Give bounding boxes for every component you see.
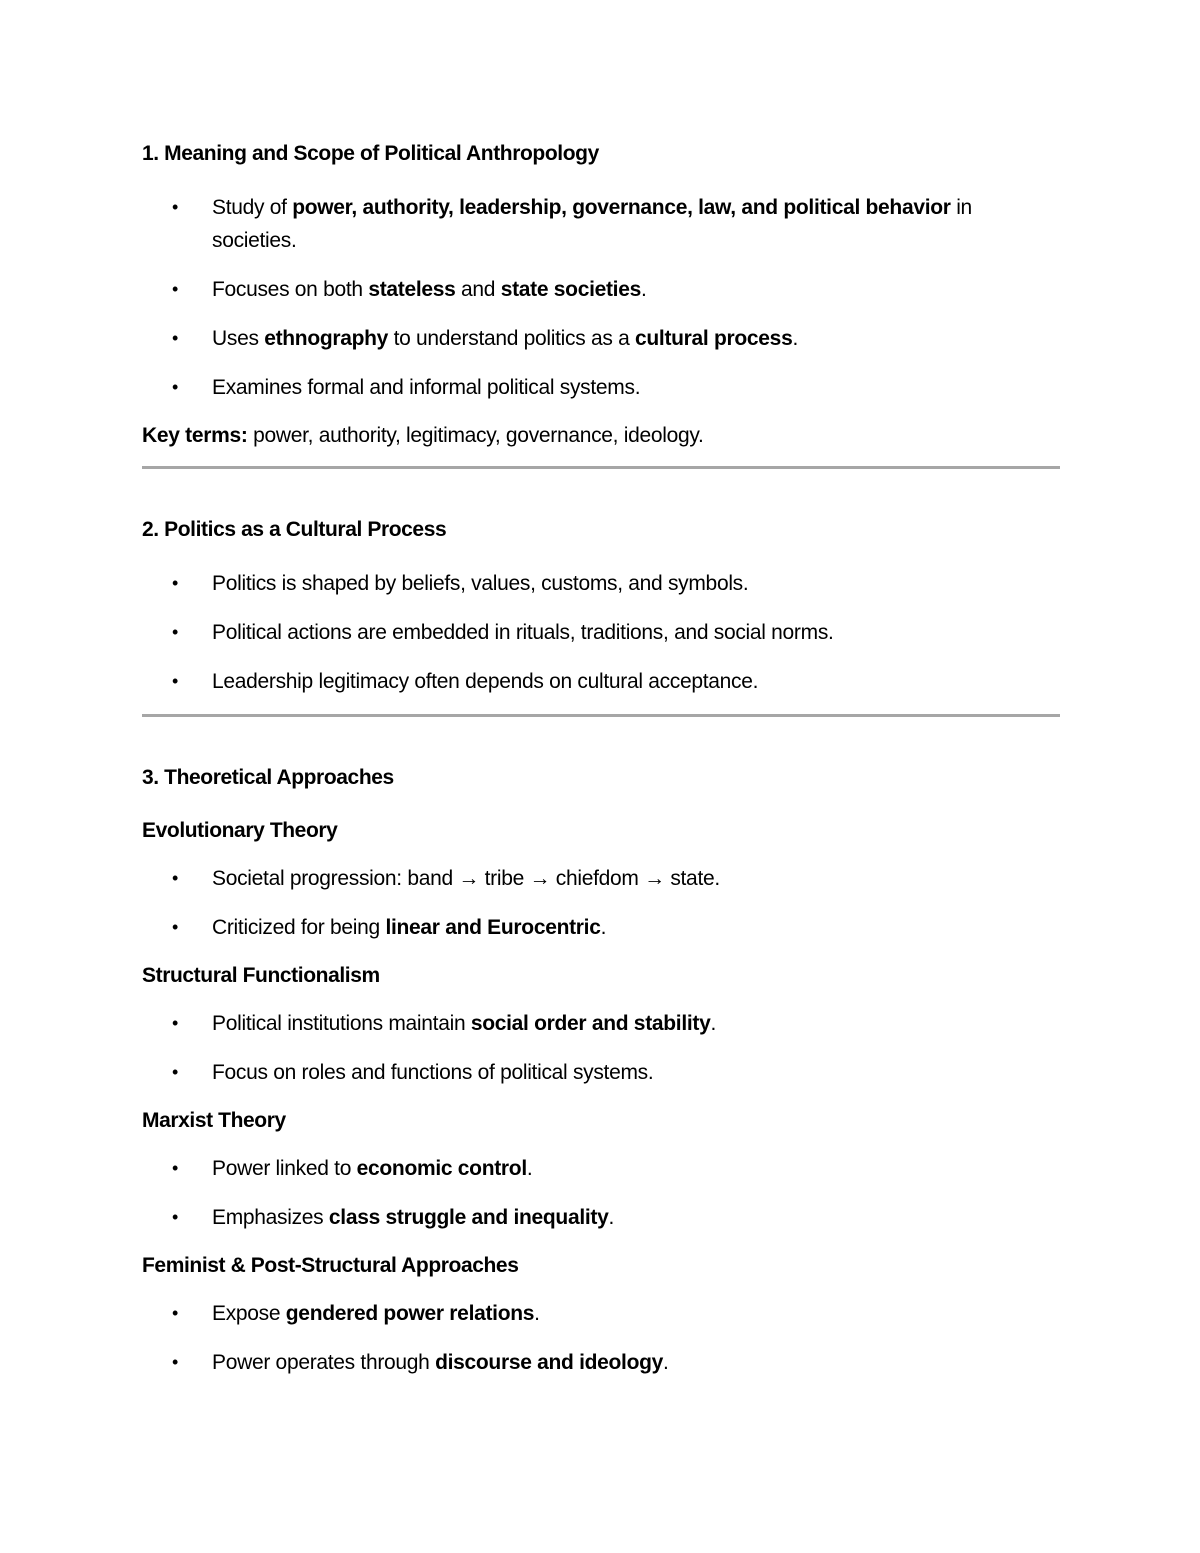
bullet-icon: • — [172, 1013, 179, 1033]
text-run: and — [455, 278, 501, 301]
bullet-icon: • — [172, 622, 179, 642]
bullet-list — [142, 567, 1060, 698]
text-run: . — [600, 916, 607, 939]
bullet-icon: • — [172, 573, 179, 593]
list-item — [142, 911, 1060, 944]
list-item — [142, 191, 1060, 257]
list-item — [142, 1201, 1060, 1234]
bullet-icon: • — [172, 1207, 179, 1227]
text-run: Examines formal and informal political systems. — [212, 376, 641, 399]
section-heading: 3. Theoretical Approaches — [142, 766, 394, 789]
text-run: in societies. — [212, 196, 972, 252]
bold-text: gendered power relations — [285, 1302, 535, 1325]
bullet-list — [142, 862, 1060, 944]
text-run: Criticized for being — [212, 916, 386, 939]
list-item — [142, 1056, 1060, 1089]
list-item — [142, 1346, 1060, 1379]
list-item — [142, 1152, 1060, 1185]
subsection-heading: Evolutionary Theory — [142, 819, 338, 842]
bold-text: state societies — [500, 278, 641, 301]
list-item — [142, 665, 1060, 698]
text-run: Power linked to — [212, 1157, 357, 1180]
text-run: . — [710, 1012, 717, 1035]
list-item — [142, 616, 1060, 649]
list-item — [142, 273, 1060, 306]
list-item — [142, 1007, 1060, 1040]
text-run: Power operates through — [212, 1351, 436, 1374]
bullet-icon: • — [172, 1352, 179, 1372]
document-body — [142, 138, 1060, 1379]
horizontal-rule — [142, 466, 1060, 469]
section-heading: 2. Politics as a Cultural Process — [142, 518, 447, 541]
text-run: Focus on roles and functions of political systems. — [212, 1061, 654, 1084]
bold-text: ethnography — [264, 327, 389, 350]
key-terms-label: Key terms: — [142, 424, 248, 447]
bullet-icon: • — [172, 328, 179, 348]
text-run: Politics is shaped by beliefs, values, customs, and symbols. — [212, 572, 749, 595]
bullet-icon: • — [172, 1158, 179, 1178]
bold-text: discourse and ideology — [435, 1351, 664, 1374]
list-item — [142, 322, 1060, 355]
text-run: . — [640, 278, 647, 301]
bold-text: power, authority, leadership, governance, law, and political behavior — [292, 196, 951, 219]
bold-text: social order and stability — [470, 1012, 711, 1035]
bullet-icon: • — [172, 377, 179, 397]
text-run: . — [792, 327, 798, 350]
bullet-icon: • — [172, 868, 179, 888]
bullet-icon: • — [172, 279, 179, 299]
text-run: Study of — [212, 196, 293, 219]
horizontal-rule — [142, 714, 1060, 717]
list-item — [142, 371, 1060, 404]
text-run: Emphasizes — [212, 1206, 329, 1229]
text-run: Leadership legitimacy often depends on cultural acceptance. — [212, 670, 759, 693]
text-run: . — [534, 1302, 540, 1325]
subsection-heading: Feminist & Post-Structural Approaches — [142, 1254, 519, 1277]
document-page — [142, 138, 1060, 1395]
text-run: Focuses on both — [212, 278, 369, 301]
text-run: . — [526, 1157, 533, 1180]
bold-text: economic control — [356, 1157, 527, 1180]
bullet-list — [142, 191, 1060, 404]
text-run: Political institutions maintain — [212, 1012, 471, 1035]
subsection-heading: Marxist Theory — [142, 1109, 286, 1132]
bold-text: cultural process — [635, 327, 793, 350]
bullet-icon: • — [172, 1062, 179, 1082]
subsection-heading: Structural Functionalism — [142, 964, 380, 987]
text-run: . — [663, 1351, 669, 1374]
list-item — [142, 862, 1060, 895]
bullet-list — [142, 1297, 1060, 1379]
key-terms — [142, 420, 1060, 452]
text-run: Political actions are embedded in rituals, traditions, and social norms. — [212, 621, 834, 644]
text-run: . — [608, 1206, 615, 1229]
key-terms-text: power, authority, legitimacy, governance, ideology. — [247, 424, 704, 447]
list-item — [142, 567, 1060, 600]
bullet-icon: • — [172, 917, 179, 937]
text-run: Expose — [212, 1302, 286, 1325]
text-run: Societal progression: band → tribe → chiefdom → state. — [212, 867, 720, 890]
bullet-list — [142, 1152, 1060, 1234]
section-heading: 1. Meaning and Scope of Political Anthropology — [142, 142, 599, 165]
bold-text: stateless — [368, 278, 456, 301]
bullet-icon: • — [172, 197, 179, 217]
bullet-list — [142, 1007, 1060, 1089]
bullet-icon: • — [172, 671, 179, 691]
bold-text: linear and Eurocentric — [385, 916, 601, 939]
list-item — [142, 1297, 1060, 1330]
text-run: to understand politics as a — [388, 327, 636, 350]
bold-text: class struggle and inequality — [328, 1206, 609, 1229]
bullet-icon: • — [172, 1303, 179, 1323]
text-run: Uses — [212, 327, 265, 350]
